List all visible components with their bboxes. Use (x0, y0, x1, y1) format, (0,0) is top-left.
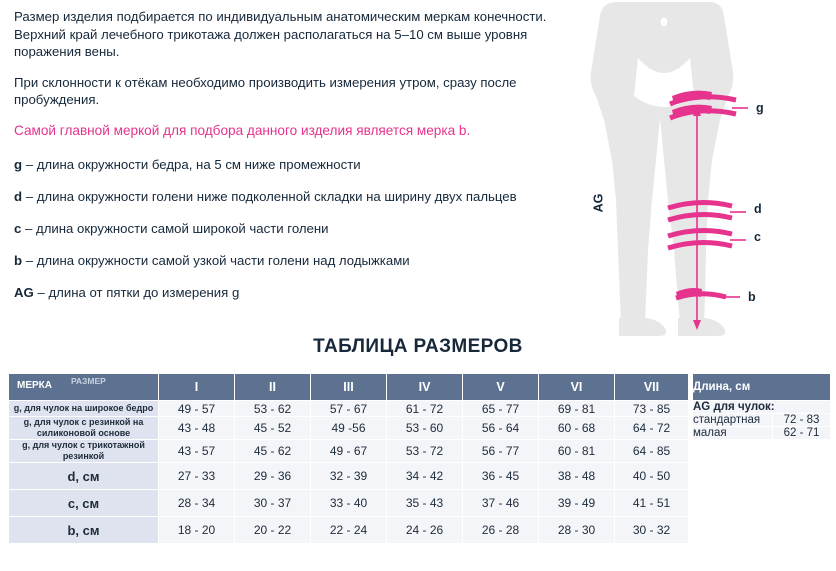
definition-ag (14, 284, 574, 301)
cell-g-knit-6: 60 - 81 (539, 440, 615, 463)
figure-label-b: b (748, 290, 756, 304)
cell-g-knit-7: 64 - 85 (615, 440, 689, 463)
row-label-c: c, см (9, 490, 159, 517)
column-header-4: IV (387, 374, 463, 401)
cell-g-knit-5: 56 - 77 (463, 440, 539, 463)
cell-d-1: 27 - 33 (159, 463, 235, 490)
cell-b-7: 30 - 32 (615, 517, 689, 544)
cell-d-5: 36 - 45 (463, 463, 539, 490)
row-label-b: b, см (9, 517, 159, 544)
column-header-3: III (311, 374, 387, 401)
table-header-row (9, 374, 689, 401)
table-row (9, 417, 689, 440)
leg-diagram-svg (560, 0, 836, 340)
intro-paragraph-1: Размер изделия подбирается по индивидуальным анатомическим меркам конечности. Верхний край лечебного трикотажа должен располагаться на 5–10 см выше уровня поражения вены. (14, 9, 547, 59)
cell-g-knit-1: 43 - 57 (159, 440, 235, 463)
table-corner-label: МЕРКА (17, 380, 52, 391)
length-table-subtitle-row (693, 401, 831, 414)
table-row (9, 401, 689, 417)
cell-d-7: 40 - 50 (615, 463, 689, 490)
definition-b-text: – длина окружности самой узкой части голени над лодыжками (22, 252, 410, 268)
intro-accent-note: Самой главной меркой для подбора данного изделия является мерка b. (14, 122, 471, 138)
cell-g-wide-1: 49 - 57 (159, 401, 235, 417)
cell-c-6: 39 - 49 (539, 490, 615, 517)
definition-b-key: b (14, 252, 23, 268)
definition-c (14, 220, 574, 237)
length-table-header-row (693, 374, 831, 401)
cell-b-5: 26 - 28 (463, 517, 539, 544)
row-label-g-silicone: g, для чулок с резинкой на силиконовой основе (9, 417, 159, 440)
definition-d (14, 188, 574, 205)
definition-c-key: c (14, 220, 22, 236)
figure-label-ag: AG (591, 193, 606, 213)
row-label-d: d, см (9, 463, 159, 490)
definition-g-key: g (14, 156, 23, 172)
cell-g-knit-4: 53 - 72 (387, 440, 463, 463)
definition-g-text: – длина окружности бедра, на 5 см ниже промежности (22, 156, 361, 172)
definition-ag-text: – длина от пятки до измерения g (33, 284, 240, 300)
row-label-g-knit: g, для чулок с трикотажной резинкой (9, 440, 159, 463)
cell-g-silicone-5: 56 - 64 (463, 417, 539, 440)
cell-g-wide-2: 53 - 62 (235, 401, 311, 417)
cell-g-knit-3: 49 - 67 (311, 440, 387, 463)
cell-g-wide-7: 73 - 85 (615, 401, 689, 417)
cell-b-6: 28 - 30 (539, 517, 615, 544)
instructions-column (14, 8, 574, 316)
cell-c-7: 41 - 51 (615, 490, 689, 517)
length-table-spacer-row (693, 440, 831, 527)
definition-g (14, 156, 574, 173)
column-header-5: V (463, 374, 539, 401)
body-silhouette (591, 2, 734, 322)
cell-d-4: 34 - 42 (387, 463, 463, 490)
cell-b-4: 24 - 26 (387, 517, 463, 544)
cell-g-silicone-2: 45 - 52 (235, 417, 311, 440)
cell-g-silicone-3: 49 -56 (311, 417, 387, 440)
cell-g-wide-4: 61 - 72 (387, 401, 463, 417)
length-label-standard: стандартная (693, 414, 773, 427)
length-table-subtitle: AG для чулок: (693, 401, 831, 414)
column-header-1: I (159, 374, 235, 401)
foot-right (678, 318, 725, 336)
definition-b (14, 252, 574, 269)
length-table-header: Длина, см (693, 374, 831, 401)
cell-g-silicone-1: 43 - 48 (159, 417, 235, 440)
column-header-2: II (235, 374, 311, 401)
leader-lines (725, 108, 748, 297)
cell-g-silicone-6: 60 - 68 (539, 417, 615, 440)
length-value-small: 62 - 71 (773, 427, 831, 440)
foot-left (619, 318, 666, 336)
cell-b-3: 22 - 24 (311, 517, 387, 544)
intro-paragraph-2: При склонности к отёкам необходимо производить измерения утром, сразу после пробуждения. (14, 74, 517, 107)
figure-label-g: g (756, 101, 764, 115)
measurement-definitions (14, 156, 574, 301)
length-table-spacer (693, 440, 831, 527)
cell-g-knit-2: 45 - 62 (235, 440, 311, 463)
cell-g-silicone-7: 64 - 72 (615, 417, 689, 440)
table-row (9, 517, 689, 544)
row-label-g-wide: g, для чулок на широкое бедро (9, 401, 159, 417)
table-row (9, 440, 689, 463)
length-label-small: малая (693, 427, 773, 440)
cell-g-silicone-4: 53 - 60 (387, 417, 463, 440)
cell-d-2: 29 - 36 (235, 463, 311, 490)
cell-g-wide-6: 69 - 81 (539, 401, 615, 417)
cell-c-1: 28 - 34 (159, 490, 235, 517)
column-header-7: VII (615, 374, 689, 401)
length-table (692, 373, 831, 526)
navel (661, 18, 668, 27)
cell-g-wide-3: 57 - 67 (311, 401, 387, 417)
definition-d-key: d (14, 188, 23, 204)
length-table-row (693, 414, 831, 427)
table-title: ТАБЛИЦА РАЗМЕРОВ (313, 336, 523, 357)
cell-c-4: 35 - 43 (387, 490, 463, 517)
leg-measurement-figure (560, 0, 836, 340)
cell-c-5: 37 - 46 (463, 490, 539, 517)
cell-c-2: 30 - 37 (235, 490, 311, 517)
size-table (8, 373, 689, 544)
definition-ag-key: AG (14, 284, 34, 300)
length-table-row (693, 427, 831, 440)
figure-label-c: c (754, 230, 761, 244)
definition-c-text: – длина окружности самой широкой части голени (21, 220, 329, 236)
cell-b-1: 18 - 20 (159, 517, 235, 544)
figure-label-d: d (754, 202, 762, 216)
cell-g-wide-5: 65 - 77 (463, 401, 539, 417)
table-corner-header (9, 374, 159, 401)
length-value-standard: 72 - 83 (773, 414, 831, 427)
table-row (9, 463, 689, 490)
column-header-6: VI (539, 374, 615, 401)
table-row (9, 490, 689, 517)
cell-d-3: 32 - 39 (311, 463, 387, 490)
table-corner-sublabel: РАЗМЕР (71, 376, 106, 386)
cell-b-2: 20 - 22 (235, 517, 311, 544)
cell-c-3: 33 - 40 (311, 490, 387, 517)
cell-d-6: 38 - 48 (539, 463, 615, 490)
definition-d-text: – длина окружности голени ниже подколенной складки на ширину двух пальцев (22, 188, 517, 204)
